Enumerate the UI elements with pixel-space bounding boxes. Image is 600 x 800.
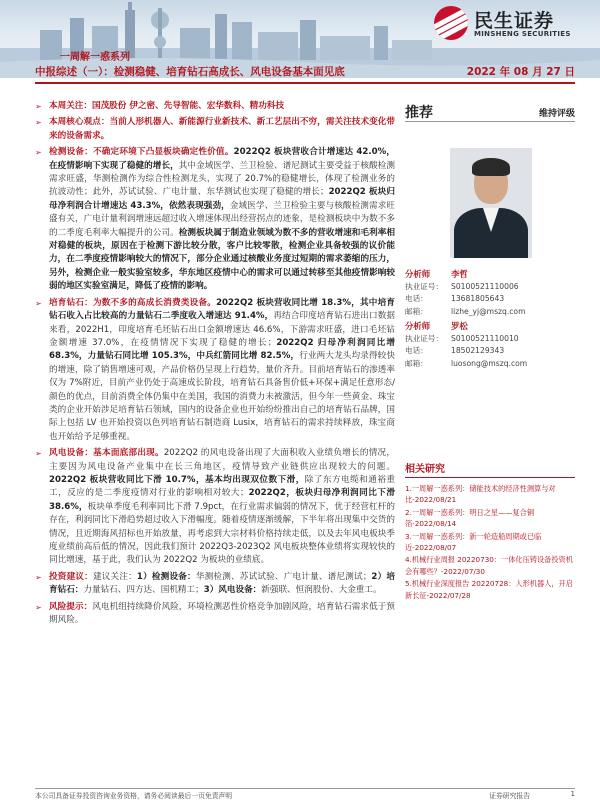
- related-link[interactable]: 1.一周解一惑系列：储能技术的经济性测算与对比-2022/08/21: [405, 484, 556, 505]
- related-link[interactable]: 4.机械行业周报 20220730：一体化压铸设备投资机会有哪些？-2022/07/30: [405, 555, 573, 576]
- analyst-name: 罗松: [451, 321, 468, 331]
- bullet-cultivated-diamond: ➢ 培育钻石：为数不多的高成长消费类设备。2022Q2 板块营收同比增 18.3%，其中培育钻石收入占比较高的力量钻石二季度收入增速达 91.4%，再结合印度培育钻石进出口数据来看，2022H1，印度培育毛坯钻石出口金额增速达 46.6%，下游需求旺盛，进口毛坯钻金额增速 37.0%，在疫情情况下实现了稳健的增长；2022Q2 归母净利润同比增 68.3%，力量钻石同比增 105.3%，中兵红箭同比增 82.5%，行业两大龙头均录得较快的增速，除了销售增速可观，产品价格仍呈现上行趋势，量价齐升。目前培育钻石的渗透率仅为 7%附近，目前产业仍处于高速成长阶段，培育钻石具备售价低+环保+满足任意形态/颜色的优点，目前消费全体仍集中在美国，我国的消费力未被激活，但今年一些黄金、珠宝类的企业开始涉足培育钻石领域，国内的设备企业也开始纷纷推出自己的培育钻石品牌，国际上包括 LV 也开始投资以色列培育钻石制造商 Lusix，培育钻石的需求持续释放，珠宝商也开始给予足够重视。: [35, 297, 395, 442]
- analyst-role: 分析师: [405, 269, 431, 279]
- bullet-focus: ➢ 本周关注：国茂股份 伊之密、先导智能、宏华数科、精功科技: [35, 100, 395, 113]
- logo-text-cn: 民生证券: [474, 10, 555, 32]
- analyst-phone: 13681805643: [451, 294, 505, 304]
- report-title: 中报综述（一）：检测稳健、培育钻石高成长、风电设备基本面见底: [35, 66, 345, 78]
- bullet-testing-equipment: ➢ 检测设备：不确定环境下凸显板块确定性价值。2022Q2 板块营收合计增速达 42.0%，在疫情影响下实现了稳健的增长，其中金域医学、兰卫检验、谱尼测试主要受益于核酸检测需求旺盛，华测检测作为综合性检测龙头，实现了 20.7%的稳健增长，体现了检测业务的抗波动性；此外，苏试试验、广电计量、东华测试也实现了稳健的增长；2022Q2 板块归母净利润合计增速达 43.3%，依然表现强劲，金域医学、兰卫检验主要与核酸检测需求旺盛有关，广电计量利润增速远超过收入增速体现出经营拐点的迹象，是检测板块中为数不多的二季度毛利率大幅提升的公司。检测板块属于制造业领域为数不多的营收增速和毛利率相对稳健的板块，原因在于检测下游比较分散，客户比较零散，检测企业具备较强的议价能力，在二季度疫情影响较大的情况下，部分企业通过核酸业务度过短期的需求萎缩的压力，另外，检测企业一般实验室较多，华东地区疫情中心的需求可以通过转移至其他疫情影响较弱的地区实验室满足，降低了疫情的影响。: [35, 147, 395, 292]
- bullet-investment-advice: ➢ 投资建议：建议关注：1）检测设备：华测检测、苏试试验、广电计量、谱尼测试；2）培育钻石：力量钻石、四方达、国机精工；3）风电设备：新强联、恒润股份、大金重工。: [35, 571, 395, 596]
- recommendation-label: 推荐: [405, 105, 433, 121]
- analyst-name: 李哲: [451, 269, 468, 279]
- arrow-icon: ➢: [35, 298, 42, 308]
- arrow-icon: ➢: [35, 148, 42, 158]
- page-number: 1: [570, 790, 575, 798]
- related-research-list: [405, 483, 575, 602]
- company-logo: [434, 6, 584, 42]
- arrow-icon: ➢: [35, 118, 42, 128]
- series-label: 一周解一惑系列: [60, 52, 130, 63]
- report-body: [35, 100, 395, 630]
- analyst-photo: [450, 148, 532, 258]
- analyst-phone: 18502129343: [451, 346, 505, 356]
- rating-row: [405, 100, 575, 122]
- related-link[interactable]: 3.一周解一惑系列：新一轮造船周期或已临近-2022/08/07: [405, 531, 542, 553]
- arrow-icon: ➢: [35, 102, 42, 111]
- related-link[interactable]: 5.机械行业深度报告 20220728：人形机器人，开启新长征-2022/07/28: [405, 579, 573, 600]
- analyst-card-1: 分析师 李哲 执业证号： S0100521110006 电话： 13681805643 邮箱： lizhe_yj@mszq.com: [405, 268, 575, 318]
- report-title-row: [35, 64, 575, 80]
- arrow-icon: ➢: [35, 602, 42, 612]
- logo-text-en: MINSHENG SECURITIES: [474, 30, 571, 38]
- arrow-icon: ➢: [35, 449, 42, 459]
- analyst-card-2: 分析师 罗松 执业证号： S0100521110010 电话： 18502129343 邮箱： luosong@mszq.com: [405, 320, 575, 370]
- footer-disclaimer: 本公司具备证券投资咨询业务资格，请务必阅读最后一页免责声明: [35, 792, 233, 800]
- arrow-icon: ➢: [35, 572, 42, 582]
- title-divider: [35, 82, 575, 84]
- analyst-role: 分析师: [405, 321, 431, 331]
- rating-label: 维持评级: [538, 109, 575, 119]
- analyst-cert: S0100521110006: [451, 281, 519, 291]
- logo-mark-icon: [434, 6, 468, 40]
- bullet-wind-power: ➢ 风电设备：基本面底部出现。2022Q2 的风电设备出现了大面积收入业绩负增长的情况，主要因为风电设备产业集中在长三角地区，疫情导致产业链供应出现较大的问题。2022Q2 板块营收同比下滑 10.7%，基本均出现双位数下滑，除了东方电缆和通裕重工，反应的是二季度疫情对行业的影响相对较大；2022Q2，板块归母净利润同比下滑 38.6%，板块单季度毛利率同比下滑 7.9pct，在行业需求偏弱的情况下，优于经营杠杆的存在，利润同比下滑趋势超过收入下滑幅度。随着疫情逐渐缓解，下半年将出现集中交货的情况，且近期海风招标也开始放量，再考虑到大宗材料价格持续走低，以及去年风电板块季度业绩前高后低的情况，因此我们预计 2022Q3-2023Q2 风电板块整体业绩将实现较快的同比增速，基于此，我们认为 2022Q2 为板块的业绩底。: [35, 448, 395, 566]
- footer-report-type: 证券研究报告: [489, 792, 530, 800]
- bullet-core-view: ➢ 本周核心观点：当前人形机器人、新能源行业新技术、新工艺层出不穷，需关注技术变化带来的设备需求。: [35, 117, 395, 141]
- analyst-email[interactable]: lizhe_yj@mszq.com: [451, 306, 526, 316]
- related-research-heading: 相关研究: [405, 460, 575, 478]
- related-link[interactable]: 2.一周解一惑系列：明日之星——复合铜箔-2022/08/14: [405, 507, 535, 529]
- bullet-risk-warning: ➢ 风险提示：风电机组持续降价风险，环境检测恶性价格竞争加剧风险，培育钻石需求低于预期风险。: [35, 601, 395, 626]
- analyst-email[interactable]: luosong@mszq.com: [451, 358, 528, 368]
- analyst-cert: S0100521110010: [451, 333, 519, 343]
- report-date: 2022 年 08 月 27 日: [466, 66, 575, 78]
- sidebar: [405, 100, 575, 600]
- footer-divider: [35, 788, 575, 789]
